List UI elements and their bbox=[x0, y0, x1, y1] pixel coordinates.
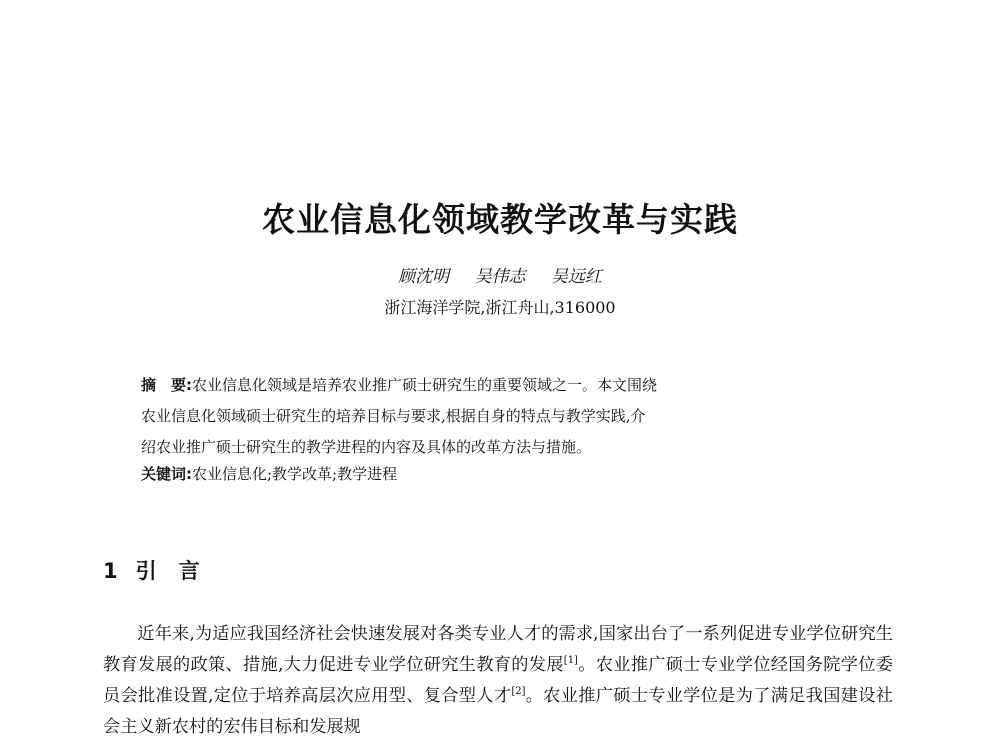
affiliation: 浙江海洋学院,浙江舟山,316000 bbox=[384, 298, 616, 317]
body-line: 。农业推广硕士专业学位是为了满足我国建设社会主义新农村的宏伟目标和发展规 bbox=[103, 686, 893, 737]
abstract bbox=[141, 370, 861, 463]
author-list bbox=[0, 262, 1000, 287]
abstract-line: 农业信息化领域硕士研究生的培养目标与要求,根据自身的特点与教学实践,介 bbox=[141, 407, 646, 425]
citation-ref: [1] bbox=[563, 655, 578, 666]
section-number: 1 bbox=[103, 559, 118, 583]
author-name: 吴伟志 bbox=[474, 267, 526, 287]
keywords-label: 关键词: bbox=[141, 465, 192, 483]
body-line: 。农业 bbox=[577, 655, 631, 675]
paper-title: 农业信息化领域教学改革与实践 bbox=[262, 200, 738, 239]
body-paragraph bbox=[103, 619, 893, 743]
author-name: 顾沈明 bbox=[398, 267, 450, 287]
section-heading bbox=[103, 555, 222, 585]
author-name: 吴远红 bbox=[550, 267, 602, 287]
body-line: 推广硕士专业学位经国务院学位委员会批准设置,定位于培养高层次应用型、复合型人 bbox=[103, 655, 893, 706]
abstract-label: 摘 要: bbox=[141, 376, 192, 394]
abstract-text: 农业信息化领域是培养农业推广硕士研究生的重要领域之一。本文围绕 bbox=[192, 376, 658, 394]
citation-ref: [2] bbox=[511, 686, 526, 697]
keywords-text: 农业信息化;教学改革;教学进程 bbox=[192, 465, 398, 483]
keywords bbox=[141, 463, 397, 484]
abstract-line: 绍农业推广硕士研究生的教学进程的内容及具体的改革方法与措施。 bbox=[141, 438, 592, 456]
body-line: 才 bbox=[493, 686, 512, 706]
body-line: 近年来,为适应我国经济社会快速发展对各类专业人才的需求,国家出台了一系列促 bbox=[137, 624, 755, 644]
abstract-line bbox=[141, 370, 861, 401]
section-title: 引言 bbox=[135, 559, 222, 583]
body-line: 进专业学位研究生教育发展的政策、措施,大力促进专业学位研究生教育的发展 bbox=[103, 624, 893, 675]
body-text bbox=[103, 619, 893, 743]
